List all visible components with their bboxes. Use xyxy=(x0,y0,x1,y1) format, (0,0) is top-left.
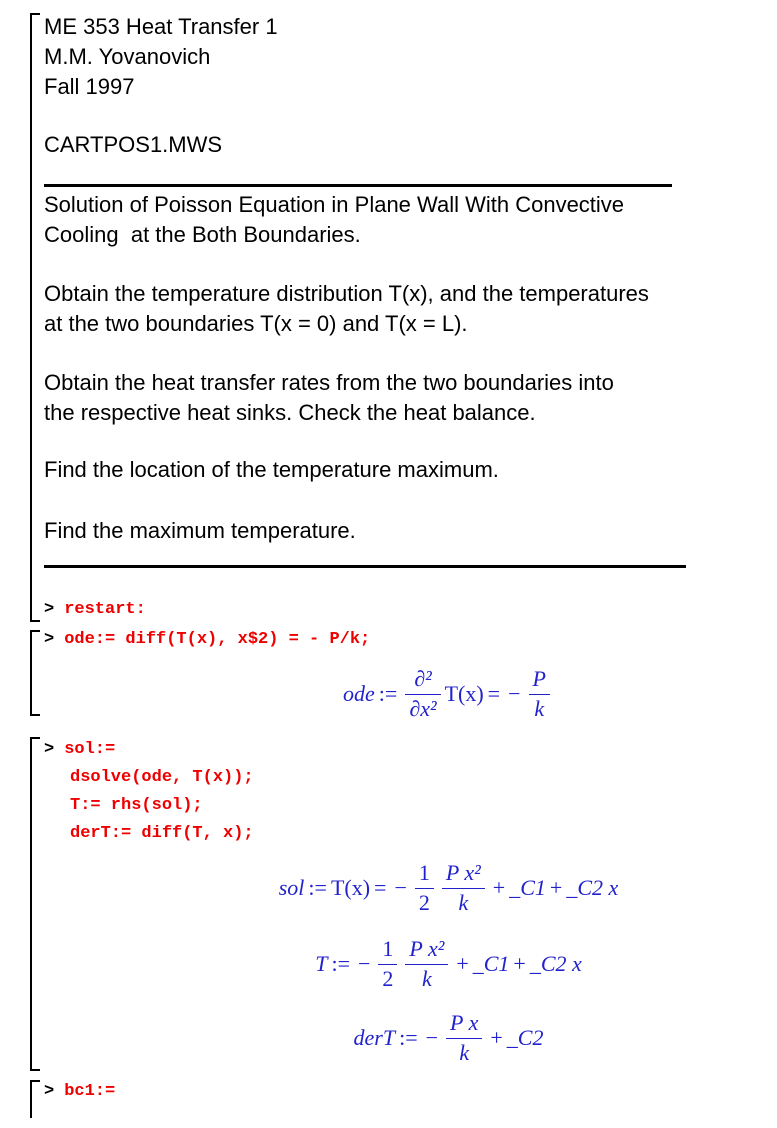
code-ode[interactable]: ode:= diff(T(x), x$2) = - P/k; xyxy=(64,630,371,649)
code-sol-4[interactable]: derT:= diff(T, x); xyxy=(70,824,254,843)
math-sol-C2x: _C2 x xyxy=(566,875,619,900)
math-output-sol xyxy=(130,856,767,920)
math-output-derT xyxy=(130,1008,767,1068)
group-bracket-ode xyxy=(30,630,40,716)
math-derT-minus: − xyxy=(425,1025,439,1050)
code-restart[interactable]: restart: xyxy=(64,600,146,619)
fraction-Px2-over-k: $\frac{\text{P x²}}{k}$ xyxy=(442,860,485,916)
code-bc1[interactable]: bc1:= xyxy=(64,1082,116,1101)
math-sol-assign: := xyxy=(308,875,327,900)
code-sol-3[interactable]: T:= rhs(sol); xyxy=(70,796,203,815)
header-author: M.M. Yovanovich xyxy=(44,44,211,69)
fraction-Px-over-k: $\frac{\text{P x}}{k}$ xyxy=(446,1010,482,1066)
header-course: ME 353 Heat Transfer 1 xyxy=(44,14,278,39)
input-line-derT[interactable] xyxy=(70,824,254,843)
paragraph-find-location: Find the location of the temperature maximum. xyxy=(44,457,499,482)
input-line-bc1[interactable] xyxy=(44,1082,115,1101)
input-line-rhs[interactable] xyxy=(70,796,203,815)
math-output-ode xyxy=(130,655,767,733)
section-divider-top xyxy=(44,184,672,187)
header-term: Fall 1997 xyxy=(44,74,135,99)
group-bracket-bc1 xyxy=(30,1080,40,1118)
header-filename: CARTPOS1.MWS xyxy=(44,132,223,157)
code-sol-1[interactable]: sol:= xyxy=(64,740,116,759)
math-ode-eq: = xyxy=(487,681,501,706)
math-derT-assign: := xyxy=(399,1025,418,1050)
paragraph-title-line1: Solution of Poisson Equation in Plane Wall With Convective xyxy=(44,192,625,217)
math-sol-eq: = xyxy=(374,875,387,900)
math-ode-Tx: T(x) xyxy=(444,681,484,706)
math-T-C2x: _C2 x xyxy=(529,951,582,976)
fraction-d2-dx2: $\frac{\text{∂²}}{\text{∂x²}}$ xyxy=(405,666,440,722)
group-bracket-header xyxy=(30,13,40,622)
math-sol-name: sol xyxy=(278,875,305,900)
math-T-name: T xyxy=(315,951,328,976)
paragraph-obtain-temp-line2: at the two boundaries T(x = 0) and T(x = L). xyxy=(44,311,468,336)
math-T-plus2: + xyxy=(513,951,526,976)
fraction-1-over-2: $\frac{1}{2}$ xyxy=(378,936,397,992)
maple-prompt: > xyxy=(44,740,55,759)
math-sol-Tx: T(x) xyxy=(330,875,371,900)
fraction-Px2-over-k: $\frac{\text{P x²}}{k}$ xyxy=(405,936,448,992)
math-T-plus1: + xyxy=(456,951,469,976)
math-T-C1: _C1 xyxy=(472,951,510,976)
math-sol-plus1: + xyxy=(492,875,506,900)
input-line-dsolve[interactable] xyxy=(70,768,254,787)
input-line-ode[interactable] xyxy=(44,630,370,649)
maple-prompt: > xyxy=(44,630,55,649)
maple-prompt: > xyxy=(44,1082,55,1101)
math-sol-C1: _C1 xyxy=(509,875,546,900)
group-bracket-sol xyxy=(30,737,40,1071)
input-line-restart[interactable] xyxy=(44,600,146,619)
math-sol-minus: − xyxy=(394,875,407,900)
math-ode-name: ode xyxy=(343,681,375,706)
paragraph-heat-rates-line1: Obtain the heat transfer rates from the two boundaries into xyxy=(44,370,614,395)
math-derT-plus: + xyxy=(490,1025,503,1050)
input-line-sol[interactable] xyxy=(44,740,115,759)
paragraph-title-line2: Cooling at the Both Boundaries. xyxy=(44,222,361,247)
math-derT-name: derT xyxy=(353,1025,396,1050)
math-ode-assign: := xyxy=(378,681,398,706)
math-ode-minus: − xyxy=(508,681,521,706)
maple-prompt: > xyxy=(44,600,55,619)
fraction-P-over-k: $\frac{P}{k}$ xyxy=(529,666,550,722)
paragraph-obtain-temp-line1: Obtain the temperature distribution T(x), and the temperatures xyxy=(44,281,649,306)
math-sol-plus2: + xyxy=(549,875,563,900)
code-sol-2[interactable]: dsolve(ode, T(x)); xyxy=(70,768,254,787)
section-divider-bottom xyxy=(44,565,686,568)
math-derT-C2: _C2 xyxy=(506,1025,544,1050)
math-T-minus: − xyxy=(357,951,371,976)
paragraph-find-maximum: Find the maximum temperature. xyxy=(44,518,356,543)
fraction-1-over-2: $\frac{1}{2}$ xyxy=(415,860,434,916)
math-output-T xyxy=(130,932,767,996)
paragraph-heat-rates-line2: the respective heat sinks. Check the heat balance. xyxy=(44,400,536,425)
math-T-assign: := xyxy=(331,951,350,976)
